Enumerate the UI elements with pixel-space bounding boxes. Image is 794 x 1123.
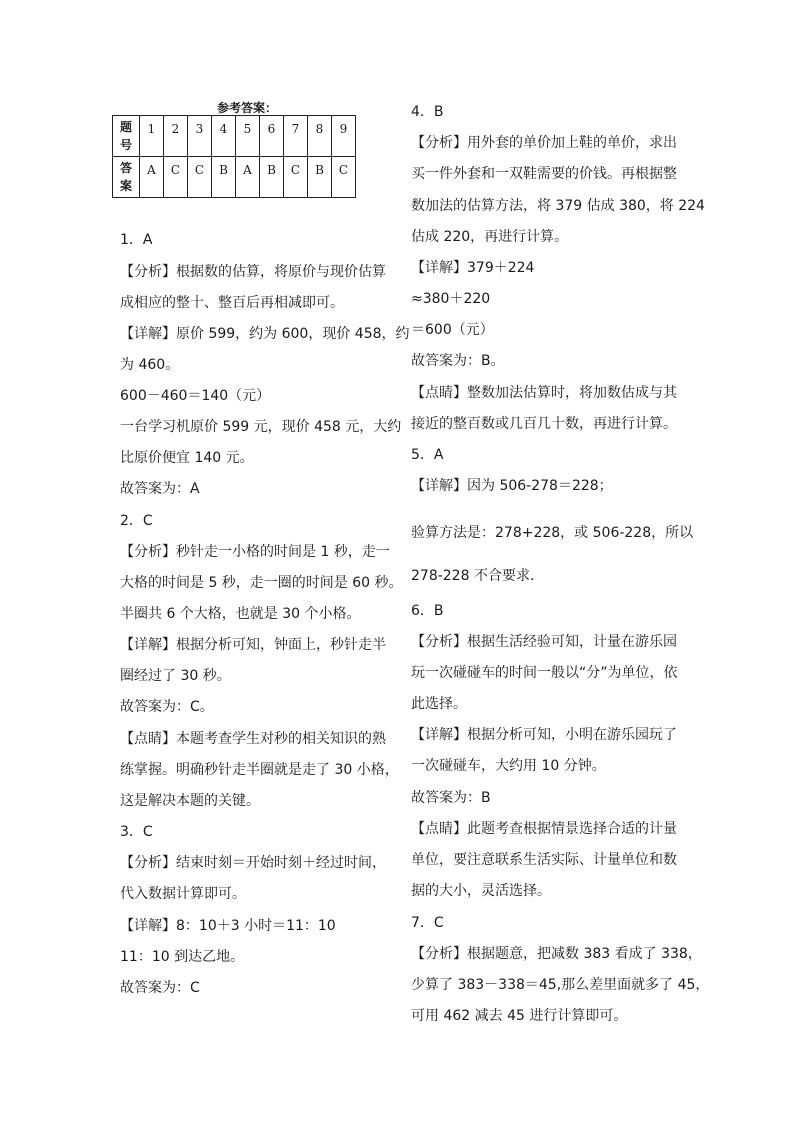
answer-letter: B — [308, 157, 332, 198]
answer-letter: C — [164, 157, 188, 198]
text-line: 【分析】根据数的估算，将原价与现价估算 — [120, 264, 386, 280]
answer-letter: A — [236, 157, 260, 198]
text-line: 接近的整百数或几百几十数，再进行计算。 — [411, 416, 677, 432]
answer-letter: B — [260, 157, 284, 198]
text-line: 一次碰碰车，大约用 10 分钟。 — [411, 758, 606, 774]
text-line: 据的大小，灵活选择。 — [411, 883, 551, 899]
text-line: 2．C — [120, 513, 153, 529]
text-line: 估成 220，再进行计算。 — [411, 229, 569, 245]
text-line: 【点睛】本题考查学生对秒的相关知识的熟 — [120, 731, 386, 747]
text-line: 玩一次碰碰车的时间一般以“分”为单位，依 — [411, 665, 678, 681]
text-line: 圈经过了 30 秒。 — [120, 668, 231, 684]
text-line: 故答案为：C。 — [120, 699, 214, 715]
answer-letter: B — [212, 157, 236, 198]
text-line: 故答案为：C — [120, 980, 200, 996]
question-number: 8 — [308, 116, 332, 157]
answer-key-table — [112, 115, 356, 198]
text-line: 这是解决本题的关键。 — [120, 793, 260, 809]
text-line: 【点睛】此题考查根据情景选择合适的计量 — [411, 821, 677, 837]
text-line: 故答案为：B — [411, 790, 491, 806]
text-line: 【分析】根据生活经验可知，计量在游乐园 — [411, 634, 677, 650]
text-line: 半圈共 6 个大格，也就是 30 个小格。 — [120, 606, 361, 622]
text-line: 【详解】因为 506-278＝228； — [411, 478, 613, 494]
text-line: 11：10 到达乙地。 — [120, 949, 245, 965]
question-number: 5 — [236, 116, 260, 157]
question-number: 6 — [260, 116, 284, 157]
text-line: 【详解】8：10＋3 小时＝11：10 — [120, 918, 336, 934]
answer-key-number-row — [113, 116, 356, 157]
text-line: ＝600（元） — [411, 322, 494, 338]
text-line: 7．C — [411, 915, 444, 931]
question-number: 2 — [164, 116, 188, 157]
answer-row-header: 答 案 — [113, 157, 140, 198]
text-line: 【点睛】整数加法估算时，将加数估成与其 — [411, 385, 677, 401]
text-line: 故答案为：B。 — [411, 353, 505, 369]
text-line: 代入数据计算即可。 — [120, 886, 246, 902]
text-line: 为 460。 — [120, 357, 180, 373]
answer-letter: A — [140, 157, 164, 198]
text-line: 成相应的整十、整百后再相减即可。 — [120, 295, 344, 311]
text-line: 【分析】根据题意，把减数 383 看成了 338， — [411, 946, 702, 962]
answer-key-title: 参考答案： — [217, 101, 278, 115]
text-line: 【详解】根据分析可知，钟面上，秒针走半 — [120, 637, 386, 653]
text-line: 一台学习机原价 599 元，现价 458 元，大约 — [120, 419, 402, 435]
text-line: 3．C — [120, 824, 153, 840]
answer-letter: C — [332, 157, 356, 198]
answer-key-answer-row — [113, 157, 356, 198]
answer-letter: C — [284, 157, 308, 198]
text-line: ≈380＋220 — [411, 291, 491, 307]
question-number: 4 — [212, 116, 236, 157]
text-line: 验算方法是：278+228，或 506-228，所以 — [411, 525, 694, 541]
text-line: 【详解】379＋224 — [411, 260, 535, 276]
question-number: 3 — [188, 116, 212, 157]
text-line: 比原价便宜 140 元。 — [120, 450, 254, 466]
text-line: 6．B — [411, 603, 444, 619]
answer-letter: C — [188, 157, 212, 198]
text-line: 【分析】用外套的单价加上鞋的单价，求出 — [411, 135, 677, 151]
question-number: 7 — [284, 116, 308, 157]
text-line: 此选择。 — [411, 696, 467, 712]
number-row-header: 题 号 — [113, 116, 140, 157]
text-line: 1．A — [120, 232, 153, 248]
question-number: 9 — [332, 116, 356, 157]
text-line: 少算了 383－338＝45,那么差里面就多了 45， — [411, 977, 710, 993]
text-line: 买一件外套和一双鞋需要的价钱。再根据整 — [411, 166, 677, 182]
text-line: 【分析】秒针走一小格的时间是 1 秒，走一 — [120, 544, 390, 560]
text-line: 4．B — [411, 104, 444, 120]
text-line: 故答案为：A — [120, 481, 200, 497]
text-line: 可用 462 减去 45 进行计算即可。 — [411, 1008, 628, 1024]
text-line: 5．A — [411, 447, 444, 463]
text-line: 【分析】结束时刻＝开始时刻＋经过时间， — [120, 855, 386, 871]
text-line: 278-228 不合要求． — [411, 568, 544, 584]
text-line: 练掌握。明确秒针走半圈就是走了 30 小格， — [120, 762, 399, 778]
text-line: 数加法的估算方法，将 379 估成 380，将 224 — [411, 198, 705, 214]
text-line: 【详解】根据分析可知，小明在游乐园玩了 — [411, 727, 677, 743]
text-line: 【详解】原价 599，约为 600，现价 458，约 — [120, 326, 410, 342]
text-line: 单位，要注意联系生活实际、计量单位和数 — [411, 852, 677, 868]
text-line: 600－460＝140（元） — [120, 388, 271, 404]
question-number: 1 — [140, 116, 164, 157]
text-line: 大格的时间是 5 秒，走一圈的时间是 60 秒。 — [120, 575, 403, 591]
